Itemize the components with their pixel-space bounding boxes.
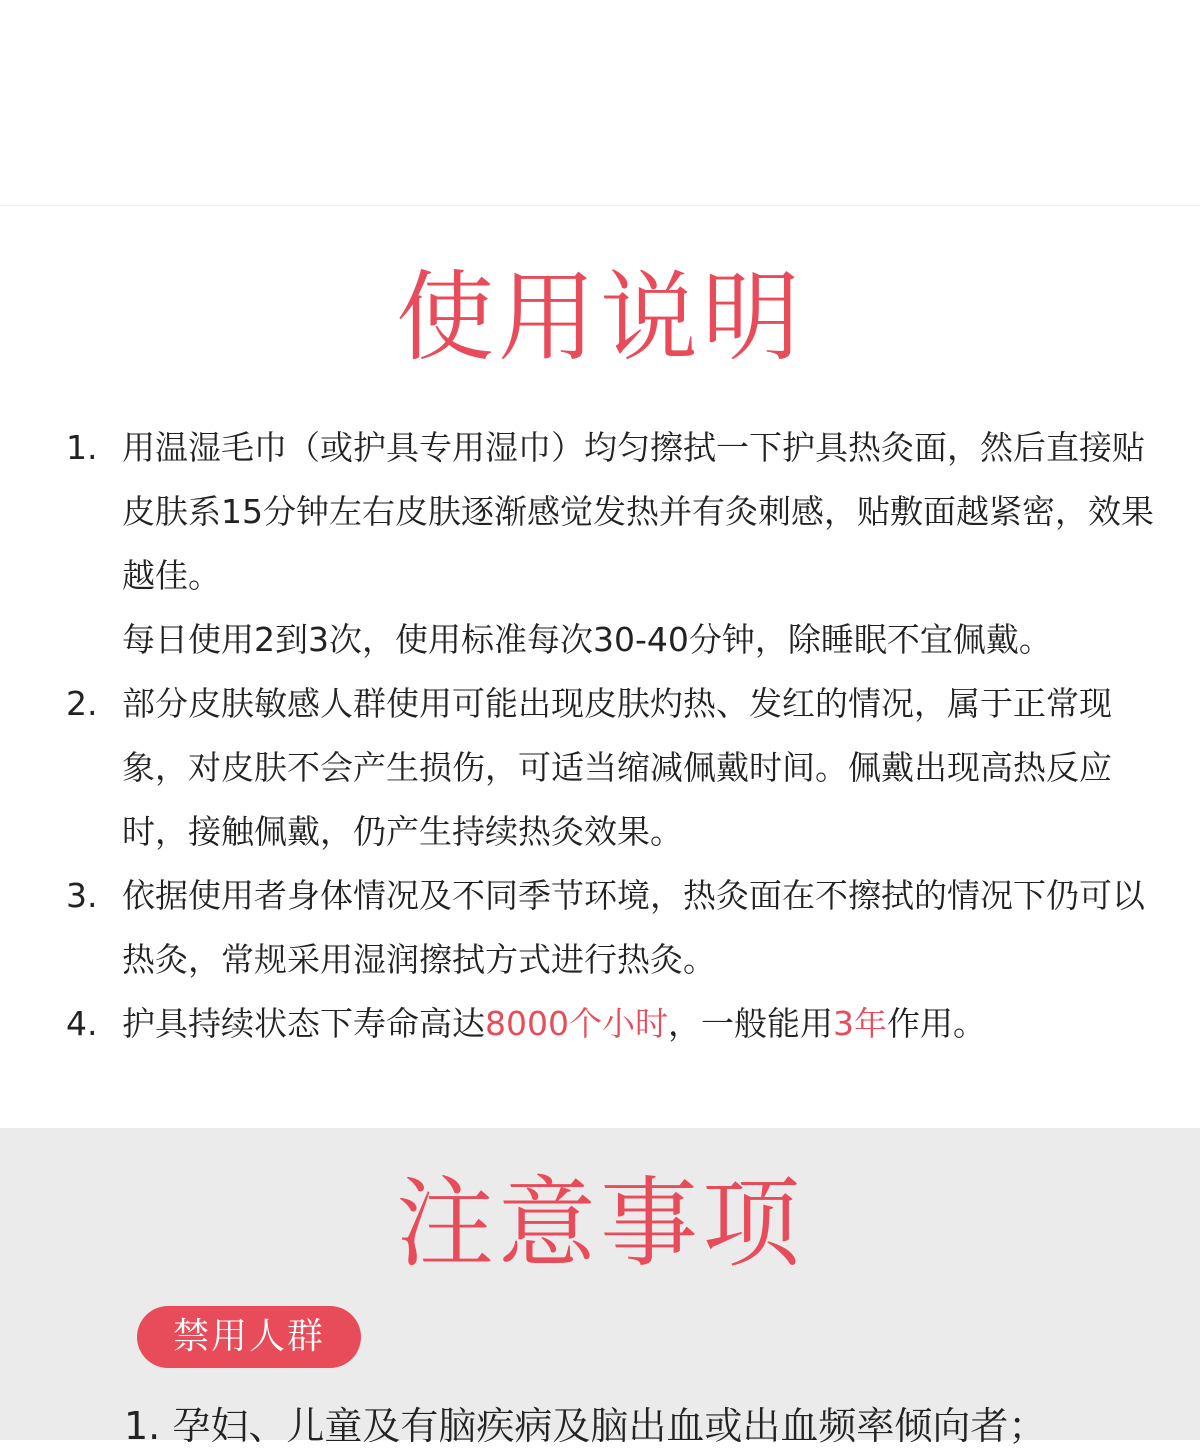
item-text-before: 护具持续状态下寿命高达 bbox=[122, 1004, 485, 1043]
item-text: 依据使用者身体情况及不同季节环境，热灸面在不擦拭的情况下仍可以热灸，常规采用湿润擦拭方式进行热灸。 bbox=[122, 876, 1145, 979]
notes-section bbox=[0, 1128, 1200, 1448]
item-text: 用温湿毛巾（或护具专用湿巾）均匀擦拭一下护具热灸面，然后直接贴皮肤系15分钟左右皮肤逐渐感觉发热并有灸刺感，贴敷面越紧密，效果越佳。 bbox=[122, 428, 1154, 595]
item-text-middle: ，一般能用 bbox=[667, 1004, 833, 1043]
item-number: 2. bbox=[66, 684, 98, 723]
usage-list bbox=[66, 416, 1156, 1056]
usage-item-2 bbox=[66, 672, 1156, 864]
item-extra-text: 每日使用2到3次，使用标准每次30-40分钟，除睡眠不宜佩戴。 bbox=[122, 620, 1052, 659]
item-number: 4. bbox=[66, 1004, 98, 1043]
item-number: 3. bbox=[66, 876, 98, 915]
top-blank-area bbox=[0, 0, 1200, 205]
item-text: 部分皮肤敏感人群使用可能出现皮肤灼热、发红的情况，属于正常现象，对皮肤不会产生损伤，可适当缩减佩戴时间。佩戴出现高热反应时，接触佩戴，仍产生持续热灸效果。 bbox=[122, 684, 1112, 851]
usage-title: 使用说明 bbox=[395, 261, 804, 375]
usage-item-1 bbox=[66, 416, 1156, 672]
item-text bbox=[122, 992, 1156, 1056]
notes-item-1: 1. 孕妇、儿童及有脑疾病及脑出血或出血频率倾向者； bbox=[124, 1404, 1047, 1448]
notes-title: 注意事项 bbox=[395, 1167, 804, 1281]
item-number: 1. bbox=[66, 428, 98, 467]
usage-item-3 bbox=[66, 864, 1156, 992]
usage-item-4 bbox=[66, 992, 1156, 1056]
restricted-group-badge: 禁用人群 bbox=[137, 1306, 361, 1368]
item-text-after: 作用。 bbox=[886, 1004, 986, 1043]
lifespan-hours: 8000个小时 bbox=[485, 1004, 668, 1043]
usage-section bbox=[0, 206, 1200, 1128]
lifespan-years: 3年 bbox=[832, 1004, 887, 1043]
